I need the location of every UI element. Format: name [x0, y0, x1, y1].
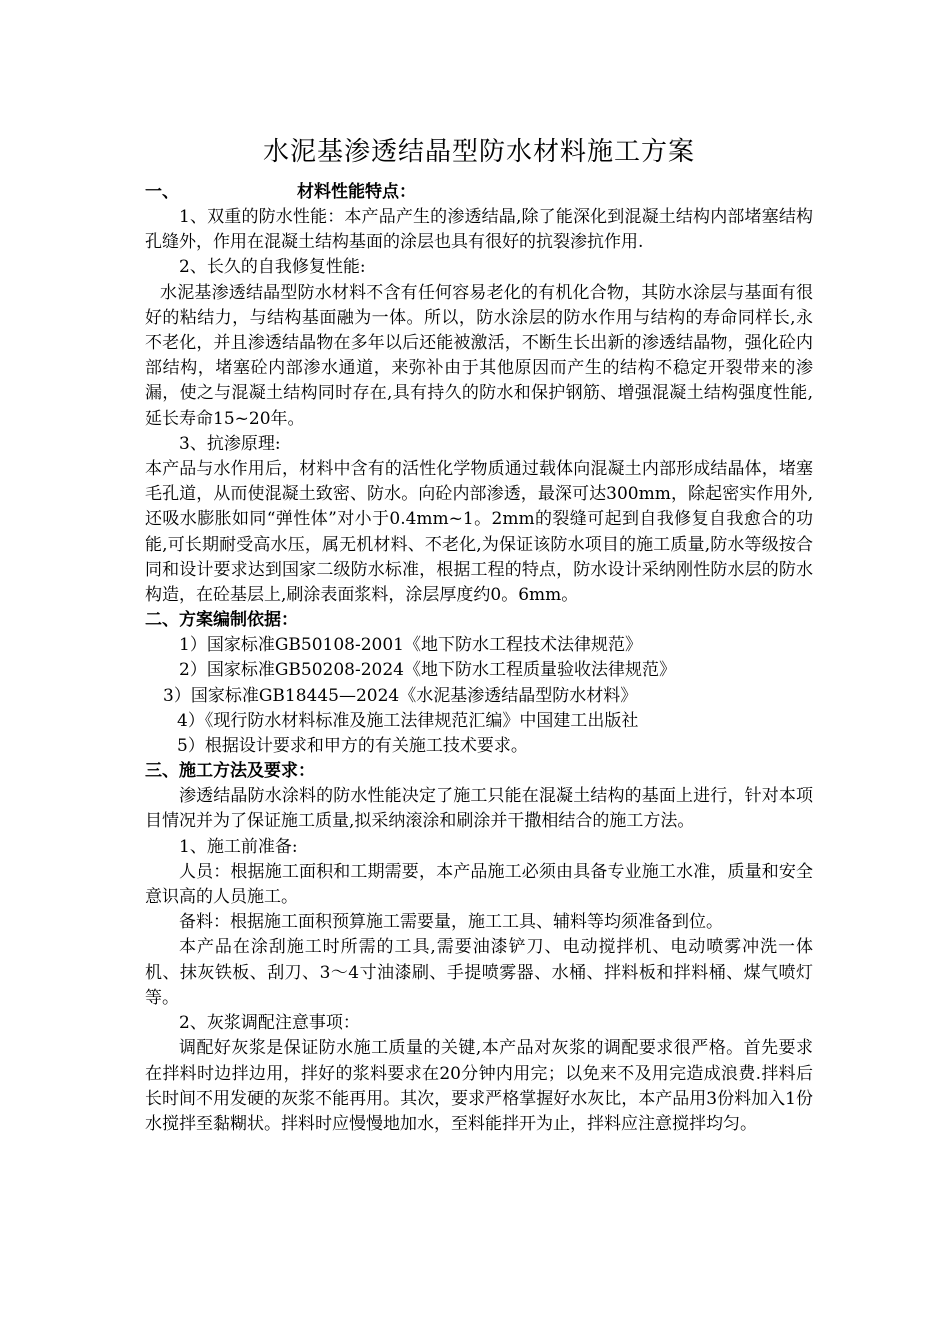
paragraph: 3、抗渗原理:: [179, 433, 281, 454]
paragraph: 2、灰浆调配注意事项：: [179, 1013, 360, 1034]
section-heading-2: 二、方案编制依据：: [145, 610, 298, 631]
section-label: 材料性能特点：: [297, 182, 416, 202]
section-heading-3: 三、施工方法及要求：: [145, 761, 315, 782]
paragraph: 2、长久的自我修复性能:: [179, 257, 366, 278]
paragraph: 水泥基渗透结晶型防水材料不含有任何容易老化的有机化合物，其防水涂层与基面有很好的粘结力，与结构基面融为一体。所以，防水涂层的防水作用与结构的寿命同样长,永不老化，并且渗透结晶物在多年以后还能被激活，不断生长出新的渗透结晶物，强化砼内部结构，堵塞砼内部渗水通道，来弥补由于其他原因而产生的结构不稳定开裂带来的渗漏，使之与混凝土结构同时存在,具有持久的防水和保护钢筋、增强混凝土结构强度性能,延长寿命15~20年。: [145, 282, 813, 429]
paragraph: 本产品在涂刮施工时所需的工具,需要油漆铲刀、电动搅拌机、电动喷雾冲洗一体机、抹灰铁板、刮刀、3～4寸油漆刷、手提喷雾器、水桶、拌料板和拌料桶、煤气喷灯等。: [145, 937, 813, 1008]
paragraph: 渗透结晶防水涂料的防水性能决定了施工只能在混凝土结构的基面上进行，针对本项目情况并为了保证施工质量,拟采纳滚涂和刷涂并干撒相结合的施工方法。: [145, 786, 813, 832]
document-title: 水泥基渗透结晶型防水材料施工方案: [262, 137, 695, 167]
list-item: 1）国家标准GB50108-2001《地下防水工程技术法律规范》: [179, 635, 642, 656]
list-item: 4）《现行防水材料标准及施工法律规范汇编》中国建工出版社: [177, 710, 639, 731]
section-number: 一、: [145, 182, 179, 202]
paragraph: 1、双重的防水性能：本产品产生的渗透结晶,除了能深化到混凝土结构内部堵塞结构孔缝外，作用在混凝土结构基面的涂层也具有很好的抗裂渗抗作用.: [145, 207, 813, 253]
paragraph: 备料：根据施工面积预算施工需要量，施工工具、辅料等均须准备到位。: [179, 912, 723, 933]
paragraph: 本产品与水作用后，材料中含有的活性化学物质通过载体向混凝土内部形成结晶体，堵塞毛孔道，从而使混凝土致密、防水。向砼内部渗透，最深可达300mm，除起密实作用外,还吸水膨胀如同“弹性体”对小于0.4mm~1。2mm的裂缝可起到自我修复自我愈合的功能,可长期耐受高水压，属无机材料、不老化,为保证该防水项目的施工质量,防水等级按合同和设计要求达到国家二级防水标准，根据工程的特点，防水设计采纳刚性防水层的防水构造，在砼基层上,刷涂表面浆料，涂层厚度约0。6mm。: [145, 459, 813, 606]
list-item: 5）根据设计要求和甲方的有关施工技术要求。: [177, 736, 528, 757]
paragraph: 人员：根据施工面积和工期需要，本产品施工必须由具备专业施工水准，质量和安全意识高的人员施工。: [145, 861, 813, 908]
list-item: 2）国家标准GB50208-2024《地下防水工程质量验收法律规范》: [179, 660, 676, 681]
paragraph: 1、施工前准备:: [179, 836, 298, 857]
section-heading-1: [145, 180, 813, 205]
list-item: 3）国家标准GB18445—2024《水泥基渗透结晶型防水材料》: [163, 685, 638, 706]
paragraph: 调配好灰浆是保证防水施工质量的关键,本产品对灰浆的调配要求很严格。首先要求在拌料时边拌边用，拌好的浆料要求在20分钟内用完；以免来不及用完造成浪费.拌料后长时间不用发硬的灰浆不能再用。其次，要求严格掌握好水灰比，本产品用3份料加入1份水搅拌至黏糊状。拌料时应慢慢地加水，至料能拌开为止，拌料应注意搅拌均匀。: [145, 1038, 813, 1134]
document-body: [145, 136, 813, 1137]
